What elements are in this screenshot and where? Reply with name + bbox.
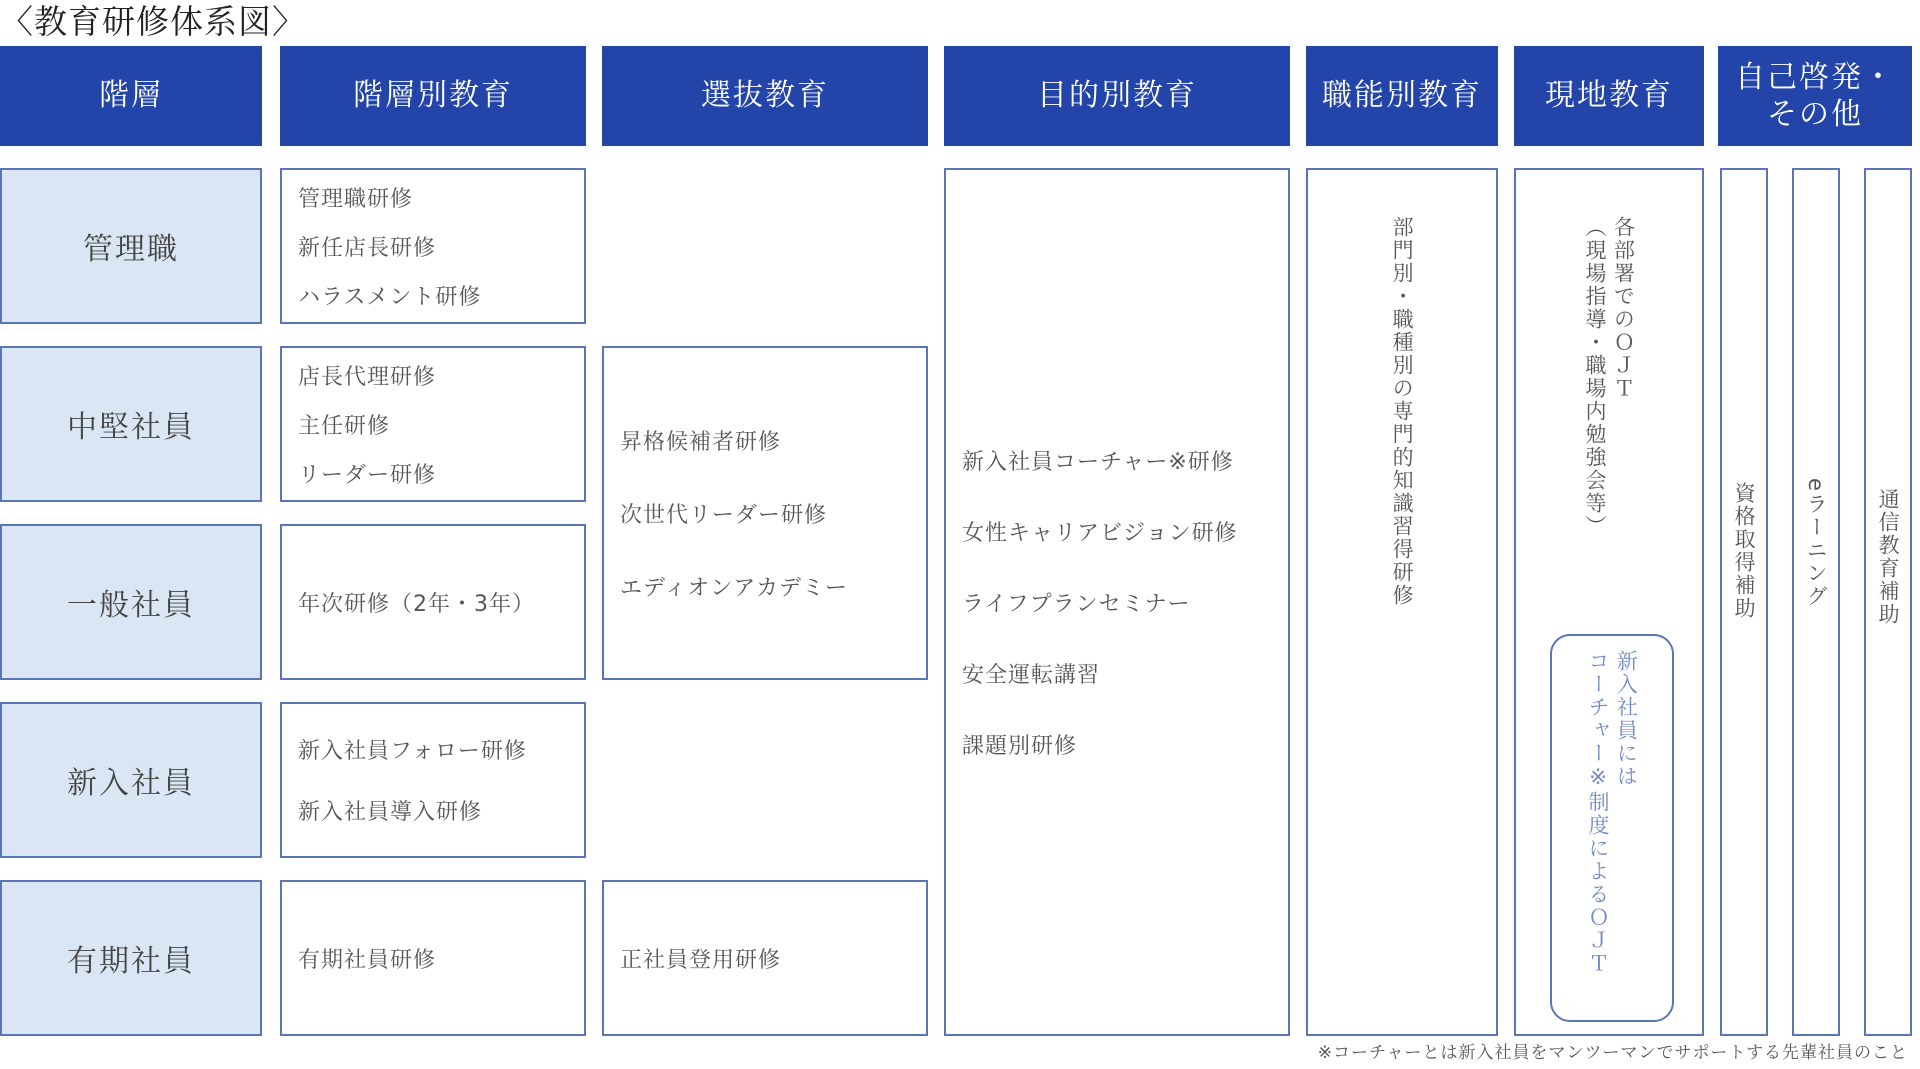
coach-ojt-line1: 新入社員には [1614,650,1639,788]
training-item: 年次研修（2年・3年） [298,591,535,617]
training-item: エディオンアカデミー [620,575,849,601]
functional-training-text: 部門別・職種別の専門的知識習得研修 [1390,216,1415,607]
training-item: 女性キャリアビジョン研修 [962,520,1238,546]
onsite-box [1514,168,1704,1036]
hierarchical-box-management [280,168,586,324]
training-item: 主任研修 [298,413,391,439]
training-item: 有期社員研修 [298,947,437,973]
training-item: リーダー研修 [298,462,437,488]
training-item: 新入社員コーチャー※研修 [962,449,1234,475]
selective-box-fixed-term [602,880,928,1036]
training-item: ハラスメント研修 [298,284,482,310]
header-onsite-education: 現地教育 [1514,46,1704,146]
diagram-title: 〈教育研修体系図〉 [0,2,306,41]
level-mid-career: 中堅社員 [0,346,262,502]
header-self-development-line2: その他 [1767,97,1863,132]
training-item: 新任店長研修 [298,235,437,261]
onsite-ojt-line2: （現場指導・職場内勉強会等） [1583,216,1607,538]
self-dev-box-qualification [1720,168,1768,1036]
self-dev-item: 資格取得補助 [1732,482,1757,620]
purpose-box [944,168,1290,1036]
functional-box [1306,168,1498,1036]
level-new-hire: 新入社員 [0,702,262,858]
coach-ojt-line2: コーチャー※制度によるＯＪＴ [1586,650,1610,975]
training-item: 安全運転講習 [962,662,1101,688]
self-dev-box-elearning [1792,168,1840,1036]
hierarchical-box-new-hire [280,702,586,858]
training-item: 課題別研修 [962,733,1078,759]
level-management: 管理職 [0,168,262,324]
hierarchical-box-general [280,524,586,680]
self-dev-item: eラーニング [1804,478,1829,608]
self-dev-item: 通信教育補助 [1876,488,1901,626]
header-self-development [1718,46,1912,146]
training-item: 昇格候補者研修 [620,429,782,455]
training-item: ライフプランセミナー [962,591,1191,617]
level-general: 一般社員 [0,524,262,680]
onsite-ojt-text [1516,216,1702,538]
header-hierarchical-education: 階層別教育 [280,46,586,146]
training-item: 新入社員導入研修 [298,800,483,825]
header-purpose-education: 目的別教育 [944,46,1290,146]
footnote: ※コーチャーとは新入社員をマンツーマンでサポートする先輩社員のこと [1317,1043,1908,1063]
hierarchical-box-fixed-term [280,880,586,1036]
training-item: 新入社員フォロー研修 [298,739,527,764]
coach-ojt-box [1550,634,1674,1022]
training-item: 次世代リーダー研修 [620,502,828,528]
self-dev-box-correspondence [1864,168,1912,1036]
header-self-development-line1: 自己啓発・ [1735,59,1895,95]
header-level: 階層 [0,46,262,146]
hierarchical-box-mid-career [280,346,586,502]
training-item: 店長代理研修 [298,364,437,390]
level-fixed-term: 有期社員 [0,880,262,1036]
header-selective-education: 選抜教育 [602,46,928,146]
onsite-ojt-line1: 各部署でのＯＪＴ [1611,216,1636,400]
training-item: 管理職研修 [298,186,414,212]
training-item: 正社員登用研修 [620,947,782,973]
selective-box-mid-general [602,346,928,680]
header-functional-education: 職能別教育 [1306,46,1498,146]
